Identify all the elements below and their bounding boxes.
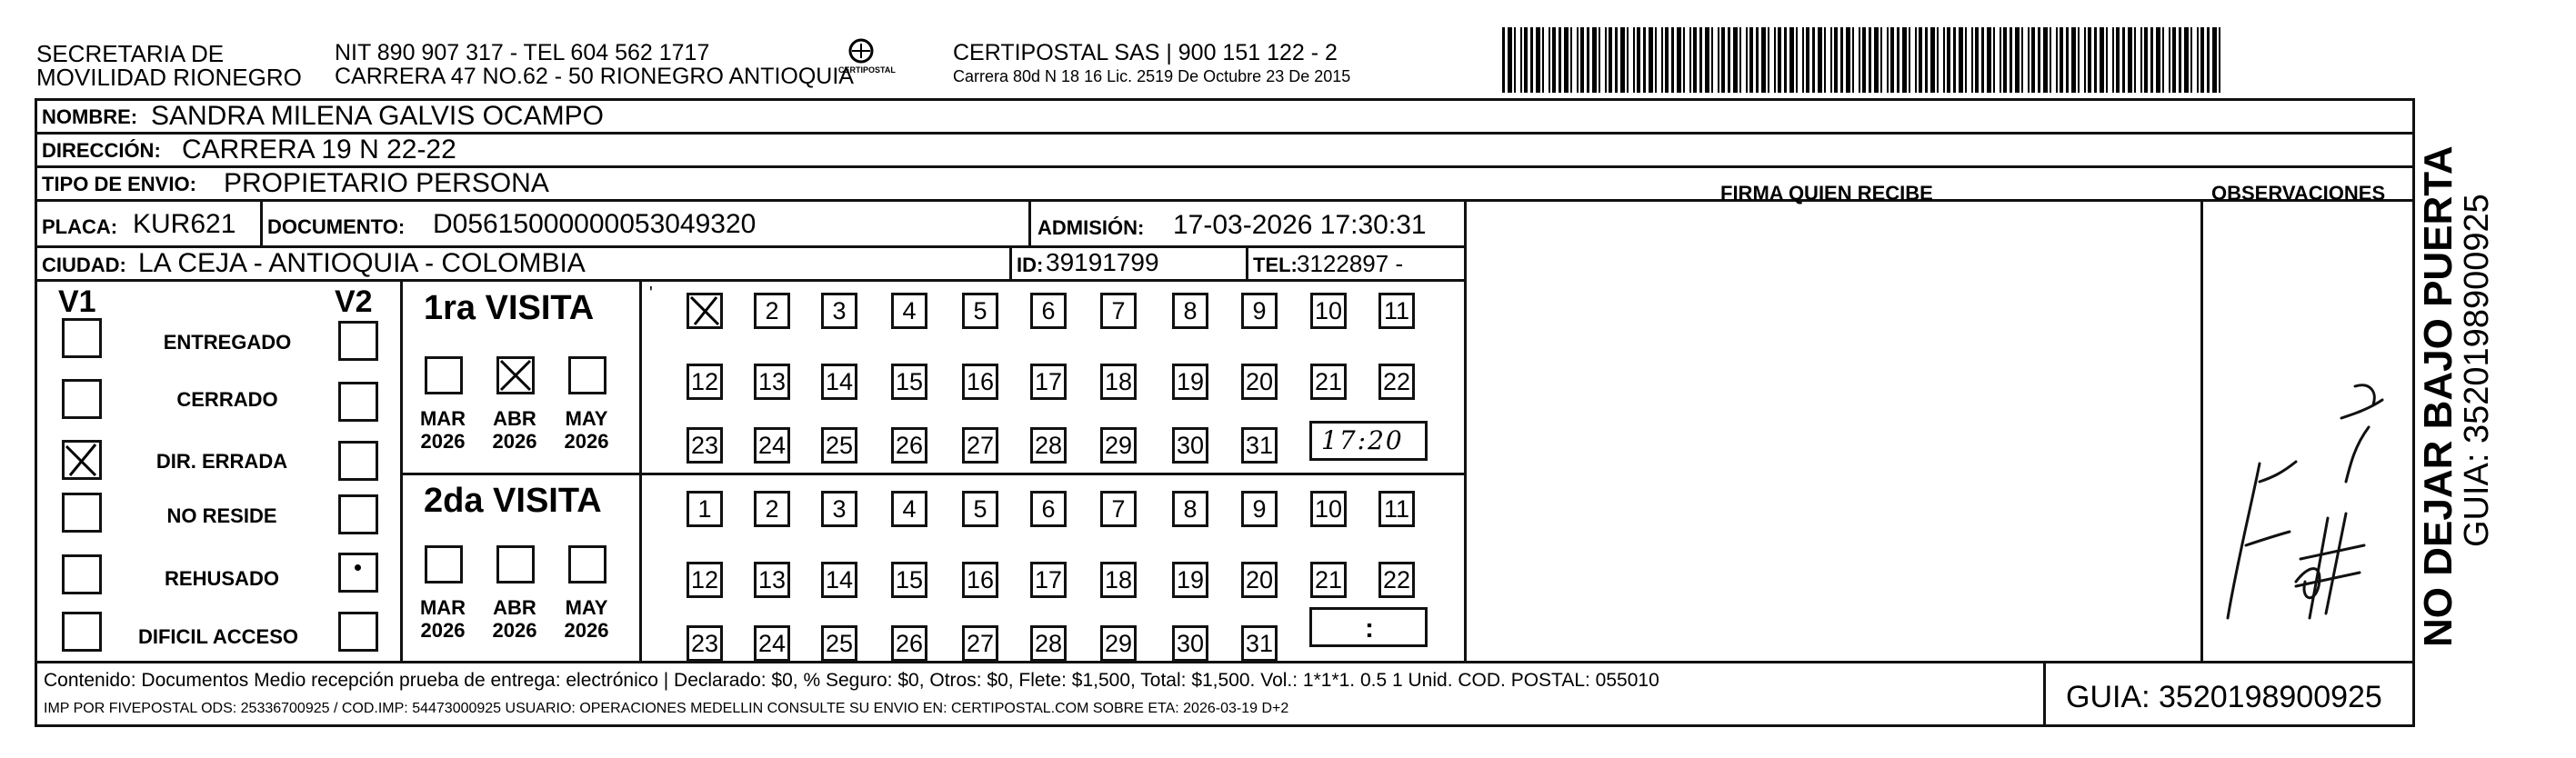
document-label: DOCUMENTO: — [267, 215, 406, 238]
courier-line2: Carrera 80d N 18 16 Lic. 2519 De Octubre 23 De 2015 — [953, 67, 1351, 85]
side-guia: GUIA: 3520198900925 — [2458, 194, 2496, 547]
visit2-month-mar: MAR 2026 — [419, 596, 466, 643]
visit1-month-mar: MAR 2026 — [419, 407, 466, 454]
v2-label: V2 — [335, 284, 373, 319]
courier-line1: CERTIPOSTAL SAS | 900 151 122 - 2 — [953, 40, 1338, 65]
visit2-day-15-box[interactable]: 15 — [891, 562, 927, 598]
observations-label: OBSERVACIONES — [2211, 182, 2386, 204]
visit1-day-10-box[interactable]: 10 — [1310, 293, 1347, 329]
visit2-day-16-box[interactable]: 16 — [962, 562, 998, 598]
visit2-day-7-box[interactable]: 7 — [1100, 491, 1137, 527]
visit2-title: 2da VISITA — [424, 482, 602, 520]
id-value: 39191799 — [1046, 248, 1159, 276]
recipient-name: SANDRA MILENA GALVIS OCAMPO — [151, 101, 604, 131]
visit2-day-9-box[interactable]: 9 — [1241, 491, 1278, 527]
visit1-day-14-box[interactable]: 14 — [821, 364, 857, 400]
visit2-month-may: MAY 2026 — [564, 596, 609, 643]
option-rehusado: REHUSADO — [165, 567, 279, 590]
visit1-day-7-box[interactable]: 7 — [1100, 293, 1137, 329]
check-mark-icon — [65, 443, 99, 477]
visit1-day-16-box[interactable]: 16 — [962, 364, 998, 400]
id-label: ID: — [1017, 254, 1044, 276]
visit2-day-18-box[interactable]: 18 — [1100, 562, 1137, 598]
visit2-day-29-box[interactable]: 29 — [1100, 625, 1137, 662]
v2-rehusado-checkbox[interactable] — [338, 553, 378, 593]
logo-mark-icon — [838, 36, 884, 82]
issuer-line2: MOVILIDAD RIONEGRO — [36, 64, 302, 91]
visit2-day-30-box[interactable]: 30 — [1172, 625, 1208, 662]
visit1-day-18-box[interactable]: 18 — [1100, 364, 1137, 400]
visit1-day-4-box[interactable]: 4 — [891, 293, 927, 329]
admission-label: ADMISIÓN: — [1037, 216, 1145, 239]
footer-imp: IMP POR FIVEPOSTAL ODS: 25336700925 / COD.IMP: 54473000925 USUARIO: OPERACIONES MEDELLIN CONSULTE SU ENVIO EN: CERTIPOSTAL.COM SOBRE ETA: 2026-03-19 D+2 — [44, 701, 1289, 716]
option-entregado: ENTREGADO — [163, 331, 292, 354]
visit2-day-11-box[interactable]: 11 — [1378, 491, 1415, 527]
visit2-day-6-box[interactable]: 6 — [1030, 491, 1067, 527]
visit1-day-30-box[interactable]: 30 — [1172, 427, 1208, 464]
v2-entregado-checkbox[interactable] — [338, 321, 378, 361]
signature-label: FIRMA QUIEN RECIBE — [1720, 182, 1933, 204]
visit1-day-3-box[interactable]: 3 — [821, 293, 857, 329]
address-label: DIRECCIÓN: — [42, 139, 161, 162]
visit2-day-1-box[interactable]: 1 — [687, 491, 723, 527]
v1-dificil-acceso-checkbox[interactable] — [62, 612, 102, 652]
visit1-title: 1ra VISITA — [424, 289, 595, 327]
visit2-day-17-box[interactable]: 17 — [1030, 562, 1067, 598]
v1-dir-errada-checkbox[interactable] — [62, 440, 102, 480]
v1-cerrado-checkbox[interactable] — [62, 379, 102, 419]
visit2-day-28-box[interactable]: 28 — [1030, 625, 1067, 662]
visit2-day-26-box[interactable]: 26 — [891, 625, 927, 662]
footer-content: Contenido: Documentos Medio recepción prueba de entrega: electrónico | Declarado: $0, % Seguro: $0, Otros: $0, Flete: $1,500, Total: $1,500. Vol.: 1*1*1. 0.5 1 Unid. COD. POSTAL: 055010 — [44, 670, 1659, 691]
mark-dot-icon — [355, 564, 361, 571]
visit1-day-23-box[interactable]: 23 — [687, 427, 723, 464]
visit2-day-20-box[interactable]: 20 — [1241, 562, 1278, 598]
visit1-day-9-box[interactable]: 9 — [1241, 293, 1278, 329]
visit1-month-abr: ABR 2026 — [492, 407, 537, 454]
visit1-day-8-box[interactable]: 8 — [1172, 293, 1208, 329]
visit1-tick-mark: ' — [649, 284, 653, 304]
send-type: PROPIETARIO PERSONA — [224, 168, 549, 198]
issuer-line1: SECRETARIA DE — [36, 40, 225, 67]
visit1-day-15-box[interactable]: 15 — [891, 364, 927, 400]
city-label: CIUDAD: — [42, 254, 126, 276]
visit2-mar-checkbox[interactable] — [425, 545, 463, 583]
option-dificil-acceso: DIFICIL ACCESO — [137, 625, 298, 648]
visit1-day-25-box[interactable]: 25 — [821, 427, 857, 464]
document-value: D05615000000053049320 — [433, 209, 757, 239]
visit1-day-20-box[interactable]: 20 — [1241, 364, 1278, 400]
visit2-day-14-box[interactable]: 14 — [821, 562, 857, 598]
v2-dificil-acceso-checkbox[interactable] — [338, 612, 378, 652]
check-mark-icon — [689, 295, 720, 326]
visit2-month-abr: ABR 2026 — [492, 596, 537, 643]
visit2-day-27-box[interactable]: 27 — [962, 625, 998, 662]
visit1-day-28-box[interactable]: 28 — [1030, 427, 1067, 464]
visit2-day-23-box[interactable]: 23 — [687, 625, 723, 662]
v1-rehusado-checkbox[interactable] — [62, 554, 102, 594]
visit2-day-8-box[interactable]: 8 — [1172, 491, 1208, 527]
tel-label: TEL: — [1253, 254, 1298, 276]
v2-cerrado-checkbox[interactable] — [338, 382, 378, 422]
visit1-day-1-box[interactable] — [687, 293, 723, 329]
visit2-day-19-box[interactable]: 19 — [1172, 562, 1208, 598]
city-value: LA CEJA - ANTIOQUIA - COLOMBIA — [138, 248, 586, 278]
visit2-day-12-box[interactable]: 12 — [687, 562, 723, 598]
issuer-nit: NIT 890 907 317 - TEL 604 562 1717 — [335, 40, 710, 65]
option-dir-errada: DIR. ERRADA — [155, 450, 288, 473]
visit2-abr-checkbox[interactable] — [496, 545, 535, 583]
visit1-day-12-box[interactable]: 12 — [687, 364, 723, 400]
v2-no-reside-checkbox[interactable] — [338, 494, 378, 534]
side-warning: NO DEJAR BAJO PUERTA — [2416, 145, 2461, 647]
visit2-day-3-box[interactable]: 3 — [821, 491, 857, 527]
visit2-day-10-box[interactable]: 10 — [1310, 491, 1347, 527]
name-label: NOMBRE: — [42, 105, 138, 128]
certipostal-logo — [838, 36, 896, 82]
v2-dir-errada-checkbox[interactable] — [338, 441, 378, 481]
send-type-label: TIPO DE ENVIO: — [42, 173, 196, 195]
visit1-day-6-box[interactable]: 6 — [1030, 293, 1067, 329]
visit1-day-26-box[interactable]: 26 — [891, 427, 927, 464]
visit1-mar-checkbox[interactable] — [425, 356, 463, 394]
plate-value: KUR621 — [133, 209, 236, 239]
visit1-day-22-box[interactable]: 22 — [1378, 364, 1415, 400]
visit2-time-placeholder: : — [1365, 613, 1374, 643]
barcode — [1502, 27, 2225, 93]
visit1-abr-checkbox[interactable] — [496, 356, 535, 394]
visit1-time-handwritten: 17:20 — [1321, 425, 1404, 455]
tel-value: 3122897 - — [1297, 250, 1404, 277]
issuer-address: CARRERA 47 NO.62 - 50 RIONEGRO ANTIOQUIA — [335, 64, 854, 89]
visit1-day-17-box[interactable]: 17 — [1030, 364, 1067, 400]
option-cerrado: CERRADO — [176, 388, 278, 411]
visit1-may-checkbox[interactable] — [568, 356, 606, 394]
v1-entregado-checkbox[interactable] — [62, 318, 102, 358]
visit1-day-2-box[interactable]: 2 — [754, 293, 790, 329]
v1-no-reside-checkbox[interactable] — [62, 493, 102, 533]
plate-label: PLACA: — [42, 215, 118, 238]
visit1-month-may: MAY 2026 — [564, 407, 609, 454]
visit2-day-13-box[interactable]: 13 — [754, 562, 790, 598]
v1-label: V1 — [58, 284, 96, 319]
visit2-day-21-box[interactable]: 21 — [1310, 562, 1347, 598]
visit1-day-27-box[interactable]: 27 — [962, 427, 998, 464]
visit2-day-22-box[interactable]: 22 — [1378, 562, 1415, 598]
visit1-day-24-box[interactable]: 24 — [754, 427, 790, 464]
admission-value: 17-03-2026 17:30:31 — [1173, 210, 1427, 240]
visit1-time-box[interactable] — [1309, 421, 1428, 461]
visit2-day-24-box[interactable]: 24 — [754, 625, 790, 662]
visit2-day-4-box[interactable]: 4 — [891, 491, 927, 527]
visit2-day-2-box[interactable]: 2 — [754, 491, 790, 527]
visit1-day-11-box[interactable]: 11 — [1378, 293, 1415, 329]
footer-guia: GUIA: 3520198900925 — [2066, 680, 2382, 714]
visit1-day-31-box[interactable]: 31 — [1241, 427, 1278, 464]
check-mark-icon — [499, 359, 532, 392]
visit2-day-25-box[interactable]: 25 — [821, 625, 857, 662]
observations-handwriting-icon — [2210, 354, 2391, 627]
visit2-day-31-box[interactable]: 31 — [1241, 625, 1278, 662]
visit2-day-5-box[interactable]: 5 — [962, 491, 998, 527]
visit1-day-19-box[interactable]: 19 — [1172, 364, 1208, 400]
visit2-time-box[interactable] — [1309, 607, 1428, 647]
visit2-may-checkbox[interactable] — [568, 545, 606, 583]
logo-text: CERTIPOSTAL — [838, 65, 896, 75]
visit1-day-13-box[interactable]: 13 — [754, 364, 790, 400]
visit1-day-5-box[interactable]: 5 — [962, 293, 998, 329]
visit1-day-21-box[interactable]: 21 — [1310, 364, 1347, 400]
option-no-reside: NO RESIDE — [166, 504, 277, 527]
recipient-address: CARRERA 19 N 22-22 — [182, 135, 456, 165]
visit1-day-29-box[interactable]: 29 — [1100, 427, 1137, 464]
